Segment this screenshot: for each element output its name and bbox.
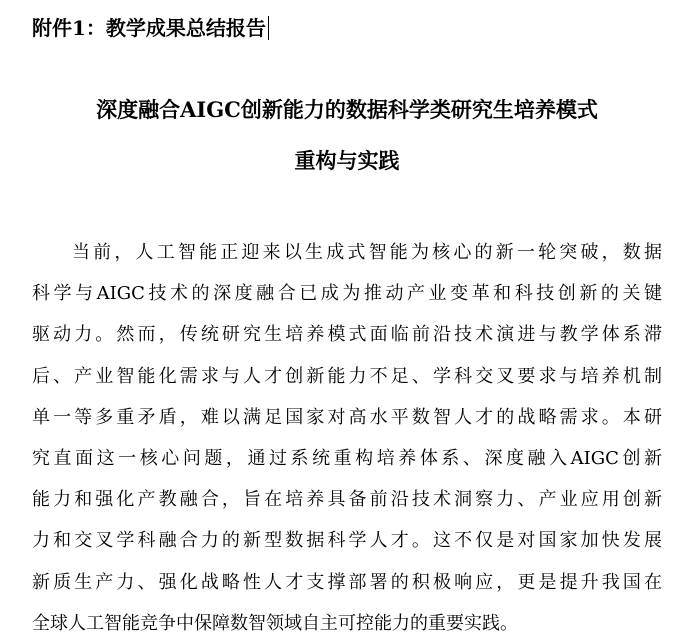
- attachment-heading: [32, 12, 269, 44]
- paragraph-line: 全球人工智能竞争中保障数智领域自主可控能力的重要实践。: [32, 612, 518, 634]
- body-paragraph: [32, 232, 662, 644]
- paragraph-line: 新质生产力、强化战略性人才支撑部署的积极响应，更是提升我国在: [32, 571, 662, 593]
- paragraph-line: 单一等多重矛盾，难以满足国家对高水平数智人才的战略需求。本研: [32, 406, 662, 428]
- attachment-heading-text: 附件1：教学成果总结报告: [32, 16, 266, 40]
- document-title-line-1: 深度融合AIGC创新能力的数据科学类研究生培养模式: [96, 97, 598, 122]
- paragraph-line: 当前，人工智能正迎来以生成式智能为核心的新一轮突破，数据: [72, 242, 662, 263]
- document-title-line-2: 重构与实践: [294, 148, 400, 173]
- paragraph-line: 力和交叉学科融合力的新型数据科学人才。这不仅是对国家加快发展: [32, 530, 662, 552]
- paragraph-line: 科学与AIGC技术的深度融合已成为推动产业变革和科技创新的关键: [32, 283, 662, 305]
- paragraph-line: 驱动力。然而，传统研究生培养模式面临前沿技术演进与教学体系滞: [32, 324, 662, 346]
- paragraph-line: 后、产业智能化需求与人才创新能力不足、学科交叉要求与培养机制: [32, 365, 662, 387]
- paragraph-line: 究直面这一核心问题，通过系统重构培养体系、深度融入AIGC创新: [32, 448, 662, 470]
- paragraph-line: 能力和强化产教融合，旨在培养具备前沿技术洞察力、产业应用创新: [32, 489, 662, 511]
- text-cursor: [268, 16, 269, 40]
